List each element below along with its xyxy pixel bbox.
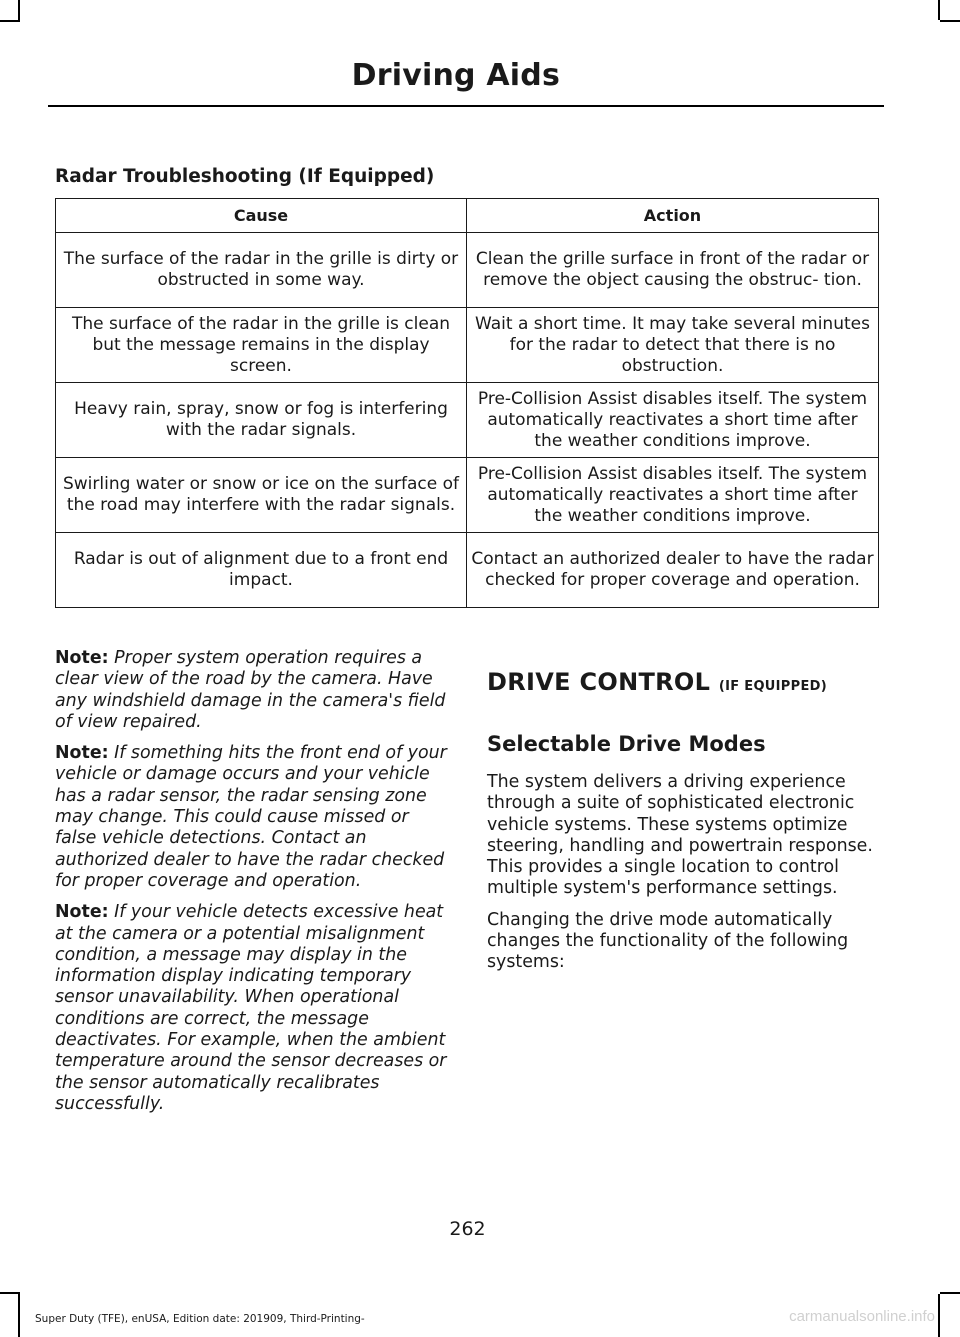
cause-cell: Radar is out of alignment due to a front end impact. (56, 533, 467, 608)
drive-control-heading (487, 668, 882, 696)
crop-mark (938, 0, 940, 20)
notes-column (55, 648, 450, 1125)
action-cell: Pre-Collision Assist disables itself. The system automatically reactivates a short time after the weather conditions improve. (467, 458, 879, 533)
selectable-drive-modes-heading: Selectable Drive Modes (487, 732, 766, 756)
table-row (56, 458, 879, 533)
note-text: Proper system operation requires a clear view of the road by the camera. Have any windshield damage in the camera's field of view repaired. (55, 648, 446, 732)
note-label: Note: (55, 648, 109, 668)
header-rule (48, 105, 884, 107)
heading-text: DRIVE CONTROL (487, 668, 711, 696)
crop-mark (940, 1292, 960, 1294)
cause-cell: The surface of the radar in the grille is clean but the message remains in the display screen. (56, 308, 467, 383)
note-label: Note: (55, 902, 109, 923)
note-paragraph (55, 648, 450, 733)
page-number: 262 (449, 1218, 486, 1240)
table-row (56, 533, 879, 608)
section-title: Driving Aids (351, 58, 560, 93)
action-cell: Contact an authorized dealer to have the radar checked for proper coverage and operation. (467, 533, 879, 608)
troubleshooting-table (55, 198, 879, 608)
cause-cell: Heavy rain, spray, snow or fog is interfering with the radar signals. (56, 383, 467, 458)
table-row (56, 308, 879, 383)
column-header-action: Action (467, 199, 879, 233)
crop-mark (938, 1294, 940, 1337)
table-header-row (56, 199, 879, 233)
note-paragraph (55, 902, 450, 1115)
body-paragraph: Changing the drive mode automatically changes the functionality of the following systems: (487, 909, 849, 973)
action-cell: Clean the grille surface in front of the radar or remove the object causing the obstruc- tion. (467, 233, 879, 308)
cause-cell: Swirling water or snow or ice on the surface of the road may interfere with the radar signals. (56, 458, 467, 533)
crop-mark (0, 20, 20, 22)
note-label: Note: (55, 743, 109, 764)
cause-cell: The surface of the radar in the grille is dirty or obstructed in some way. (56, 233, 467, 308)
crop-mark (940, 20, 960, 22)
note-text: If something hits the front end of your vehicle or damage occurs and your vehicle has a radar sensor, the radar sensing zone may change. This could cause missed or false vehicle detections. Contact an authorized dealer to have the radar checked for proper coverage and operation. (55, 743, 447, 891)
note-paragraph (55, 743, 450, 892)
crop-mark (0, 1292, 20, 1294)
action-cell: Pre-Collision Assist disables itself. The system automatically reactivates a short time after the weather conditions improve. (467, 383, 879, 458)
table-row (56, 383, 879, 458)
edition-footer: Super Duty (TFE), enUSA, Edition date: 201909, Third-Printing- (35, 1313, 365, 1325)
crop-mark (18, 1294, 20, 1337)
column-header-cause: Cause (56, 199, 467, 233)
crop-mark (18, 0, 20, 20)
table-row (56, 233, 879, 308)
drive-control-column (487, 668, 882, 984)
heading-suffix: (IF EQUIPPED) (718, 679, 827, 694)
note-text: If your vehicle detects excessive heat at the camera or a potential misalignment condition, a message may display in the information display indicating temporary sensor unavailability. When operational conditions are correct, the message deactivates. For example, when the ambient temperature around the sensor decreases or the sensor automatically recalibrates successfully. (55, 902, 447, 1114)
watermark: carmanualsonline.info (789, 1308, 935, 1325)
table-title: Radar Troubleshooting (If Equipped) (55, 166, 435, 187)
action-cell: Wait a short time. It may take several minutes for the radar to detect that there is no obstruction. (467, 308, 879, 383)
body-paragraph: The system delivers a driving experience through a suite of sophisticated electronic vehicle systems. These systems optimize steering, handling and powertrain response. This provides a single location to control multiple system's performance settings. (487, 772, 873, 899)
